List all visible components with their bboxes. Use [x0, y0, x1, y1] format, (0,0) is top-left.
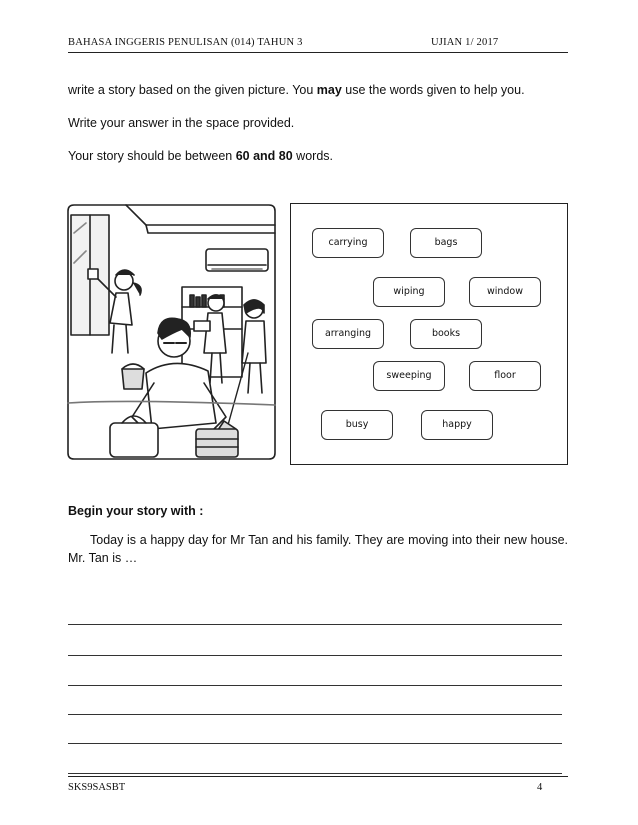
footer-rule [68, 776, 568, 777]
header-exam: UJIAN 1/ 2017 [431, 37, 499, 48]
answer-line[interactable] [68, 743, 562, 744]
word-floor: floor [469, 361, 541, 391]
header-subject: BAHASA INGGERIS PENULISAN (014) TAHUN 3 [68, 37, 303, 48]
word-window: window [469, 277, 541, 307]
word-bank [290, 203, 568, 465]
word-happy: happy [421, 410, 493, 440]
word-busy: busy [321, 410, 393, 440]
word-arranging: arranging [312, 319, 384, 349]
instruction-line-1: write a story based on the given picture. You may use the words given to help you. [68, 83, 525, 97]
family-cleaning-illustration [66, 203, 277, 461]
word-carrying: carrying [312, 228, 384, 258]
story-starter: Today is a happy day for Mr Tan and his family. They are moving into their new house. Mr. Tan is … [68, 533, 568, 565]
answer-line[interactable] [68, 655, 562, 656]
word-books: books [410, 319, 482, 349]
word-sweeping: sweeping [373, 361, 445, 391]
begin-heading: Begin your story with : [68, 504, 204, 518]
page-header [68, 34, 568, 53]
instruction-line-2: Write your answer in the space provided. [68, 116, 295, 130]
answer-line[interactable] [68, 685, 562, 686]
footer-code: SKS9SASBT [68, 782, 126, 793]
word-wiping: wiping [373, 277, 445, 307]
answer-line[interactable] [68, 714, 562, 715]
instruction-line-3: Your story should be between 60 and 80 words. [68, 149, 333, 163]
page-number: 4 [537, 782, 543, 793]
answer-line[interactable] [68, 624, 562, 625]
answer-line[interactable] [68, 773, 562, 774]
word-bags: bags [410, 228, 482, 258]
